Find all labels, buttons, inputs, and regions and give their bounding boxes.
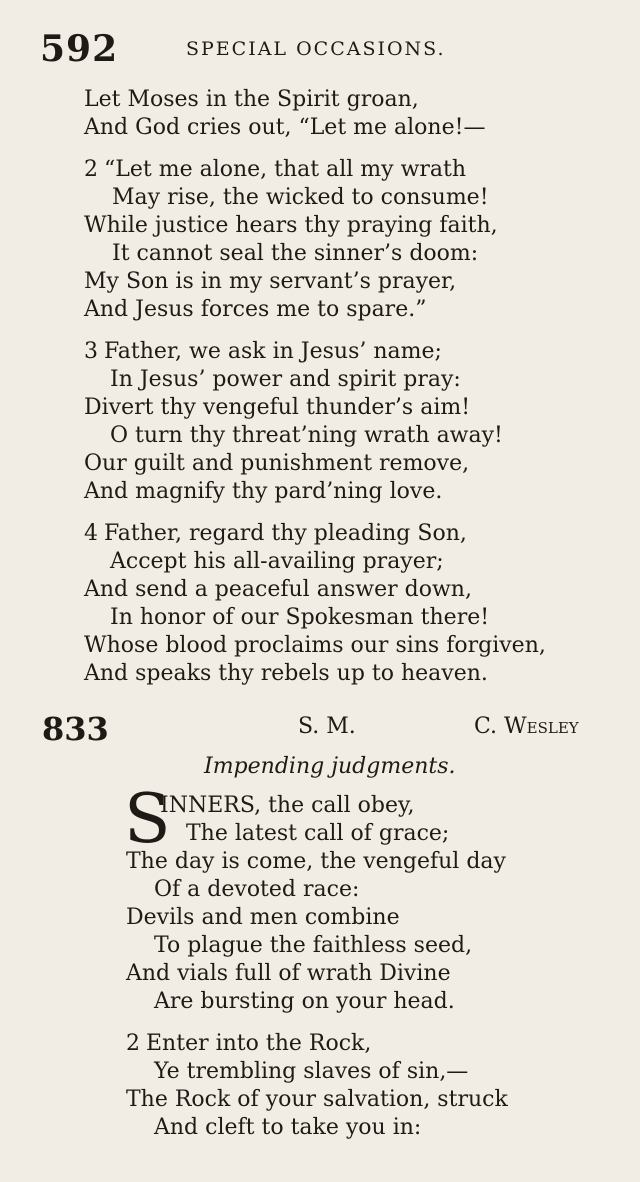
verse-line: The latest call of grace; [186, 821, 450, 846]
verse-line: May rise, the wicked to consume! [112, 185, 489, 210]
stanza-number: 2 [84, 157, 98, 182]
stanza-number: 4 [84, 521, 98, 546]
verse-line: Devils and men combine [126, 905, 400, 930]
verse-line: In Jesus’ power and spirit pray: [110, 367, 461, 392]
verse-text: Father, regard thy pleading Son, [104, 521, 467, 546]
hymn-meter: S. M. [298, 714, 356, 739]
verse-line [84, 520, 467, 548]
verse-line: While justice hears thy praying faith, [84, 213, 498, 238]
verse-line: Our guilt and punishment remove, [84, 451, 470, 476]
verse-line: Are bursting on your head. [154, 989, 455, 1014]
verse-line: And speaks thy rebels up to heaven. [84, 661, 488, 686]
verse-line: Accept his all-availing prayer; [110, 549, 444, 574]
verse-line: Whose blood proclaims our sins forgiven, [84, 633, 546, 658]
verse-line: O turn thy threat’ning wrath away! [110, 423, 503, 448]
verse-text: “Let me alone, that all my wrath [104, 157, 467, 182]
verse-line: In honor of our Spokesman there! [110, 605, 490, 630]
verse-line: My Son is in my servant’s prayer, [84, 269, 457, 294]
page-number: 592 [40, 28, 119, 70]
running-head: SPECIAL OCCASIONS. [186, 38, 446, 60]
verse-line: Ye trembling slaves of sin,— [154, 1059, 469, 1084]
verse-line: Divert thy vengeful thunder’s aim! [84, 395, 471, 420]
verse-line [126, 1030, 371, 1058]
verse-line: And magnify thy pard’ning love. [84, 479, 443, 504]
verse-line: Of a devoted race: [154, 877, 360, 902]
hymn-number: 833 [42, 710, 109, 748]
verse-line: And cleft to take you in: [154, 1115, 422, 1140]
verse-line: To plague the faithless seed, [154, 933, 473, 958]
stanza-number: 2 [126, 1031, 140, 1056]
hymn-author: C. Wesley [474, 714, 579, 739]
verse-line: Let Moses in the Spirit groan, [84, 87, 419, 112]
verse-text: Enter into the Rock, [146, 1031, 372, 1056]
verse-line: And vials full of wrath Divine [126, 961, 451, 986]
verse-line: INNERS, the call obey, [160, 793, 415, 818]
verse-line: And God cries out, “Let me alone!— [84, 115, 486, 140]
verse-line: The Rock of your salvation, struck [126, 1087, 508, 1112]
hymn-subtitle: Impending judgments. [204, 754, 456, 779]
verse-line [84, 156, 466, 184]
verse-line: The day is come, the vengeful day [126, 849, 506, 874]
verse-line [84, 338, 442, 366]
verse-line: And send a peaceful answer down, [84, 577, 472, 602]
verse-line: And Jesus forces me to spare.” [84, 297, 427, 322]
verse-line: It cannot seal the sinner’s doom: [112, 241, 479, 266]
drop-cap: S [124, 780, 171, 859]
stanza-number: 3 [84, 339, 98, 364]
verse-text: Father, we ask in Jesus’ name; [104, 339, 442, 364]
